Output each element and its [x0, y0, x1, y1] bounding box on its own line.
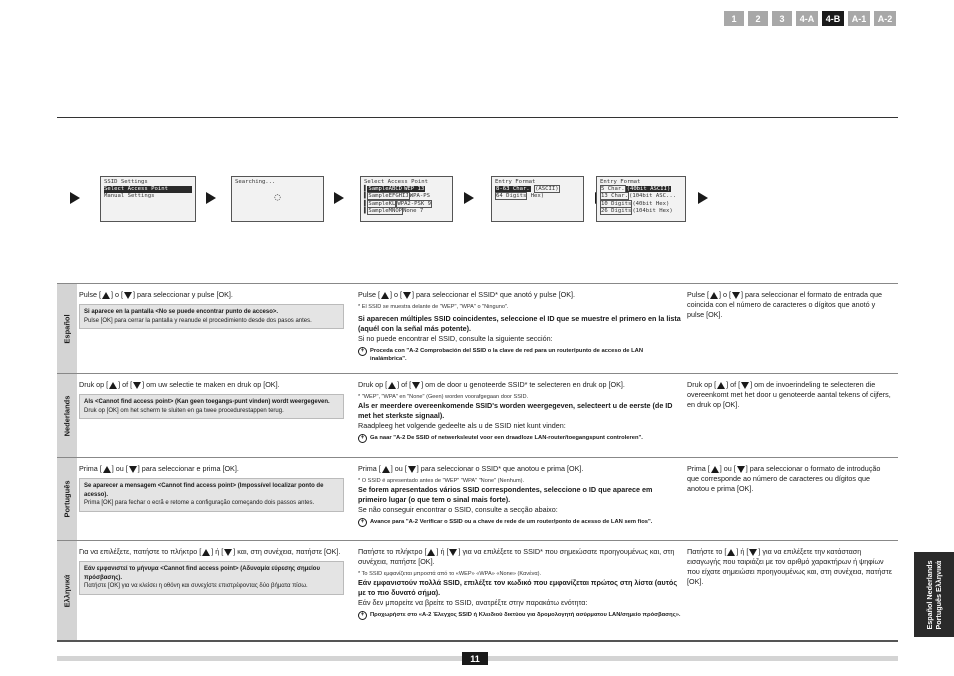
tab-4b[interactable]: 4-B: [822, 11, 844, 26]
up-arrow-icon: [381, 292, 389, 299]
error-note-title: Als <Cannot find access point> (Kan geen toegangs-punt vinden) wordt weergegeven.: [84, 399, 330, 405]
lcd-line: Manual Settings: [104, 193, 155, 200]
down-arrow-icon: [737, 466, 745, 473]
step-column-3: [687, 541, 898, 640]
down-arrow-icon: [129, 466, 137, 473]
lcd-line: Searching...: [235, 179, 276, 185]
tab-2[interactable]: 2: [748, 11, 768, 26]
language-label: Português: [62, 480, 72, 518]
language-label: Nederlands: [62, 395, 72, 436]
reference-link[interactable]: [358, 347, 681, 363]
step-text: Pulse [ ] o [ ] para seleccionar el SSID* que anotó y pulse [OK].: [358, 290, 575, 299]
not-found-note: Εάν δεν μπορείτε να βρείτε το SSID, ανατρέξτε στην παρακάτω ενότητα:: [358, 598, 588, 607]
lcd-row: 8-63 Char. (ASCII): [496, 186, 559, 193]
step-text: Prima [ ] ou [ ] para seleccionar e prima [OK].: [79, 464, 239, 473]
down-arrow-icon: [133, 382, 141, 389]
lcd-row: ▌SampleABCD WEP 13: [364, 186, 425, 193]
step-text: Πατήστε το [ ] ή [ ] για να επιλέξετε την κατάσταση εισαγωγής που ταιριάζει με τον αριθμό χαρακτήρων ή ψηφίων που είχατε σημειώσει προηγουμένως και, στη συνέχεια, πατήστε [OK].: [687, 547, 892, 586]
tab-4a[interactable]: 4-A: [796, 11, 818, 26]
up-arrow-icon: [727, 549, 735, 556]
error-note-box: [79, 561, 344, 595]
step-column-3: [687, 284, 898, 373]
step-text: Druk op [ ] of [ ] om de invoerindeling te selecteren die overeenkomt met het door u genoteerde aantal tekens of cijfers, en druk op [OK].: [687, 380, 891, 409]
reference-text: Avance para "A-2 Verificar o SSID ou a chave de rede de um router/ponto de acesso de LAN sem fios".: [370, 519, 653, 525]
step-text: Pulse [ ] o [ ] para seleccionar y pulse [OK].: [79, 290, 233, 299]
lcd-screen-entry-format-b: [596, 176, 686, 222]
language-row-nl: [57, 373, 898, 457]
lcd-row: ▌SampleEFGHIJWPA-PS: [364, 193, 431, 200]
step-text: Για να επιλέξετε, πατήστε το πλήκτρο [ ] ή [ ] και, στη συνέχεια, πατήστε [OK].: [79, 547, 341, 556]
tab-a1[interactable]: A-1: [848, 11, 870, 26]
down-arrow-icon: [124, 292, 132, 299]
lcd-screen-ssid-settings: [100, 176, 196, 222]
language-row-el: [57, 540, 898, 642]
error-note-title: Εάν εμφανιστεί το μήνυμα <Cannot find access point> (Αδυναμία εύρεσης σημείου πρόσβασης).: [84, 566, 320, 581]
arrow-right-icon: [698, 192, 708, 204]
lcd-line-selected: Select Access Point: [104, 186, 192, 193]
tab-3[interactable]: 3: [772, 11, 792, 26]
step-text: Druk op [ ] of [ ] om de door u genoteerde SSID* te selecteren en druk op [OK].: [358, 380, 625, 389]
not-found-note: Raadpleeg het volgende gedeelte als u de SSID niet kunt vinden:: [358, 421, 566, 430]
down-arrow-icon: [741, 382, 749, 389]
down-arrow-icon: [749, 549, 757, 556]
step-column-2: [358, 541, 687, 640]
lcd-title: Entry Format: [600, 179, 641, 185]
side-language-line: Español Nederlands: [925, 559, 934, 630]
tab-a2[interactable]: A-2: [874, 11, 896, 26]
not-found-note: Se não conseguir encontrar o SSID, consulte a secção abaixo:: [358, 505, 558, 514]
lcd-row: 5 Char. (40bit ASCII): [601, 186, 671, 193]
plus-circle-icon: +: [358, 518, 367, 527]
arrow-right-icon: [70, 192, 80, 204]
up-arrow-icon: [717, 382, 725, 389]
language-label-cell: [57, 541, 77, 640]
plus-circle-icon: +: [358, 434, 367, 443]
lcd-row: ▌SampleMNOPNone 7: [364, 207, 424, 214]
lcd-row: 13 Char.(104bit ASC...: [601, 193, 677, 200]
step-text: Prima [ ] ou [ ] para seleccionar o formato de introdução que corresponde ao número de caracteres ou dígitos que anotou e prima [OK].: [687, 464, 881, 493]
footnote: * "WEP", "WPA" en "None" (Geen) worden voorafgegaan door SSID.: [358, 394, 529, 400]
step-text: Prima [ ] ou [ ] para seleccionar o SSID* que anotou e prima [OK].: [358, 464, 584, 473]
multiple-ssid-note: Si aparecen múltiples SSID coincidentes, seleccione el ID que se muestre el primero en la lista (aquél con la señal más potente).: [358, 314, 681, 333]
up-arrow-icon: [710, 292, 718, 299]
up-arrow-icon: [388, 382, 396, 389]
up-arrow-icon: [109, 382, 117, 389]
language-label-cell: [57, 458, 77, 540]
language-row-es: [57, 283, 898, 373]
multiple-ssid-note: Εάν εμφανιστούν πολλά SSID, επιλέξτε τον κωδικό που εμφανίζεται πρώτος στη λίστα (αυτός με το πιο δυνατό σήμα).: [358, 578, 678, 597]
lcd-row: 10 Digits(40bit Hex): [601, 200, 670, 207]
step-text: Πατήστε το πλήκτρο [ ] ή [ ] για να επιλέξετε το SSID* που σημειώσατε προηγουμένως και, στη συνέχεια, πατήστε [OK].: [358, 547, 675, 566]
step-column-3: [687, 374, 898, 457]
language-row-pt: [57, 457, 898, 540]
up-arrow-icon: [202, 549, 210, 556]
tab-1[interactable]: 1: [724, 11, 744, 26]
lcd-title: Select Access Point: [364, 179, 428, 185]
instruction-table: [57, 283, 898, 642]
language-label-cell: [57, 284, 77, 373]
lcd-title: Entry Format: [495, 179, 536, 185]
reference-text: Προχωρήστε στο «A-2 Έλεγχος SSID ή Κλειδιού δικτύου για δρομολογητή ασύρματου LAN/σημείο πρόσβασης».: [370, 612, 681, 618]
up-arrow-icon: [102, 292, 110, 299]
side-language-label: [925, 560, 943, 629]
error-note-box: [79, 478, 344, 512]
footnote: * Το SSID εμφανίζεται μπροστά από το «WEP» «WPA» «None» (Κανένα).: [358, 571, 542, 577]
error-note-text: Pulse [OK] para cerrar la pantalla y reanude el procedimiento desde dos pasos antes.: [84, 317, 312, 324]
up-arrow-icon: [427, 549, 435, 556]
down-arrow-icon: [449, 549, 457, 556]
error-note-box: [79, 394, 344, 419]
reference-text: Proceda con "A-2 Comprobación del SSID o la clave de red para un router/punto de acceso de LAN inalámbrica".: [370, 348, 644, 362]
spinner-icon: ◌: [274, 192, 281, 204]
step-column-1: [77, 458, 358, 540]
section-tabs: [724, 11, 896, 26]
step-column-2: [358, 284, 687, 373]
error-note-box: [79, 304, 344, 329]
step-column-1: [77, 541, 358, 640]
step-column-2: [358, 374, 687, 457]
lcd-screen-searching: [231, 176, 324, 222]
up-arrow-icon: [103, 466, 111, 473]
error-note-text: Πατήστε [OK] για να κλείσει η οθόνη και συνεχίστε επιστρέφοντας δύο βήματα πίσω.: [84, 583, 308, 589]
up-arrow-icon: [382, 466, 390, 473]
not-found-note: Si no puede encontrar el SSID, consulte la siguiente sección:: [358, 334, 553, 343]
arrow-right-icon: [334, 192, 344, 204]
lcd-screen-select-access-point: [360, 176, 453, 222]
error-note-text: Prima [OK] para fechar o ecrã e retome a configuração começando dois passos antes.: [84, 500, 315, 506]
down-arrow-icon: [403, 292, 411, 299]
multiple-ssid-note: Als er meerdere overeenkomende SSID's worden weergegeven, selecteert u de eerste (de ID met het sterkste signaal).: [358, 401, 673, 420]
up-arrow-icon: [711, 466, 719, 473]
top-divider: [57, 117, 898, 118]
multiple-ssid-note: Se forem apresentados vários SSID correspondentes, seleccione o ID que aparece em primeiro lugar (o que tem o sinal mais forte).: [358, 485, 653, 504]
step-text: Pulse [ ] o [ ] para seleccionar el formato de entrada que coincida con el número de caracteres o dígitos que anotó y pulse [OK].: [687, 290, 883, 319]
error-note-title: Se aparecer a mensagem <Cannot find access point> (Impossível localizar ponto de acesso).: [84, 483, 324, 498]
language-label: Ελληνικά: [62, 574, 72, 607]
lcd-screen-entry-format-a: [491, 176, 584, 222]
footnote: * El SSID se muestra delante de "WEP", "WPA" o "Ninguno".: [358, 304, 509, 310]
step-column-1: [77, 284, 358, 373]
plus-circle-icon: +: [358, 347, 367, 356]
language-label: Español: [62, 313, 72, 344]
arrow-right-icon: [464, 192, 474, 204]
lcd-line: SSID Settings: [104, 179, 148, 185]
footnote: * O SSID é apresentado antes de "WEP" "WPA" "None" (Nenhum).: [358, 478, 525, 484]
language-label-cell: [57, 374, 77, 457]
down-arrow-icon: [412, 382, 420, 389]
down-arrow-icon: [408, 466, 416, 473]
page-number: 11: [462, 652, 488, 665]
step-column-3: [687, 458, 898, 540]
side-language-tab: [914, 552, 954, 637]
reference-link[interactable]: [358, 434, 681, 443]
down-arrow-icon: [224, 549, 232, 556]
reference-link[interactable]: [358, 611, 681, 620]
reference-text: Ga naar "A-2 De SSID of netwerksleutel voor een draadloze LAN-router/toegangspunt controleren".: [370, 435, 643, 441]
lcd-row: 26 Digits(104bit Hex): [601, 207, 673, 214]
arrow-right-icon: [206, 192, 216, 204]
down-arrow-icon: [732, 292, 740, 299]
step-column-1: [77, 374, 358, 457]
plus-circle-icon: +: [358, 611, 367, 620]
step-text: Druk op [ ] of [ ] om uw selectie te maken en druk op [OK].: [79, 380, 280, 389]
error-note-text: Druk op [OK] om het scherm te sluiten en ga twee procedurestappen terug.: [84, 407, 284, 414]
side-language-line: Português Ελληνικά: [934, 560, 943, 630]
lcd-row: 64 Digits Hex): [496, 193, 545, 200]
reference-link[interactable]: [358, 518, 681, 527]
step-column-2: [358, 458, 687, 540]
lcd-row: ▌SampleKL WPA2-PSK 9: [364, 200, 432, 207]
error-note-title: Si aparece en la pantalla <No se puede encontrar punto de acceso>.: [84, 309, 279, 315]
